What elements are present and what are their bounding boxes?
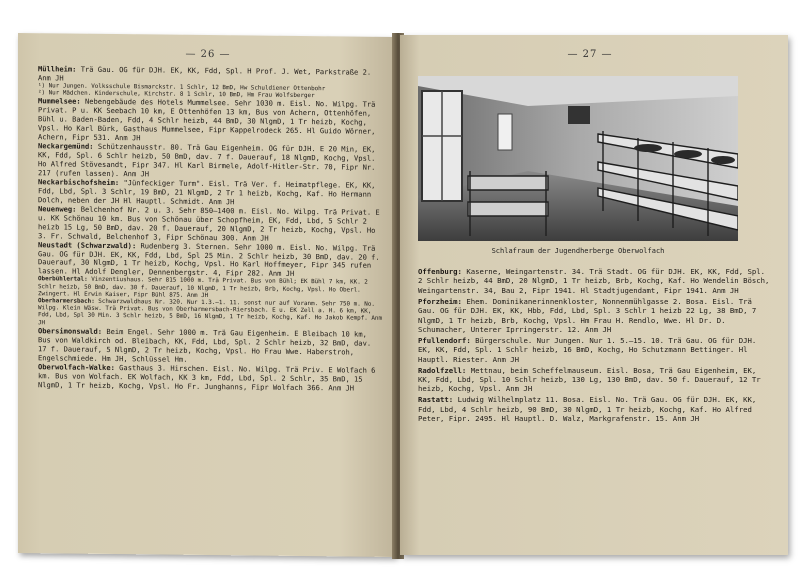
right-page <box>400 35 788 555</box>
directory-entry: Neckarbischofsheim: "Jünfeckiger Turm". Eisl. Trä Ver. f. Heimatpflege. EK, KK, Fdd, Lbd, Spl. 3 Schlr, 19 BmD, 21 NlgmD, 2 Tr 1 heizb, Kochg, Kaf. Ho Hermann Dolch, neben der JH Hl Hauptl. Schmidt. Anm JH <box>38 177 376 207</box>
left-page <box>18 33 396 557</box>
open-booklet <box>18 35 788 560</box>
photo-caption: Schlafraum der Jugendherberge Oberwolfach <box>491 247 665 255</box>
directory-entry: Pfullendorf: Bürgerschule. Nur Jungen. Nur 1. 5.—15. 10. Trä Gau. OG für DJH. EK, KK, Fdd, Spl. 1 Schlr heizb, 16 BmD, Kochg, Ho Schutzmann Bettinger. Hl Hauptl. Riester. Anm JH <box>418 335 757 364</box>
left-page-text <box>38 65 383 393</box>
directory-entry: Mummelsee: Nebengebäude des Hotels Mummelsee. Sehr 1030 m. Eisl. No. Wilpg. Trä Privat. P u. KK Seebach 10 km, E Ottenhöfen 13 km, Bus von Achern, Ottenhöfen, Bühl u. Baden-Baden, Fdd, 4 Schlr heizb, 44 BmD, 30 NlgmD, 1 Tr heizb, Kochg, Vpsl. Ho Karl Bürk, Gasthaus Mummelsee, Fipr Kappelrodeck 265. Hl Guido Wörner, Achern, Fipr 531. Anm JH <box>38 96 376 143</box>
directory-entry: Rastatt: Ludwig Wilhelmplatz 11. Bosa. Eisl. No. Trä Gau. OG für DJH. EK, KK, Fdd, Lbd, 4 Schlr heizb, 90 BmD, 30 NlgmD, 1 Tr heizb, Kochg, Kaf. Ho Alfred Peter, Fipr. 2495. Hl Hauptl. D. Walz, Markgrafenstr. 15. Anm JH <box>418 395 757 424</box>
directory-entry: Oberwolfach-Walke: Gasthaus 3. Hirschen. Eisl. No. Wilpg. Trä Priv. E Wolfach 6 km. Bus von Wolfach. EK Wolfach, KK 3 km, Fdd, Lbd, Spl. 2 Schlr, 35 BmD, 15 NlgmD, 1 Tr heizb, Kochg, Vpsl. Ho Fr. Junghanns, Fipr Wolfach 366. Anm JH <box>38 361 376 393</box>
directory-entry: ²) Nur Mädchen. Kinderschule, Kirchstr. 8 1 Schlr, 10 BmD, Hm Frau Wolfsberger <box>38 90 315 100</box>
page-number-right: — 27 — <box>567 49 613 60</box>
directory-entry: Oberharmersbach: Schwarzwaldhaus Nr. 320. Nur 1.3.—1. 11. sonst nur auf Voranm. Sehr 750 m. No. Wilpg. Klein Wäsw. Trä Privat. Bus von Oberharmersbach-Riersbach. E u. EK Zell a. H. 6 km, KK, Fdd, Lbd, Spl 30 Min. 3 Schlr heizb, 5 BmD, 16 NlgmD, 1 Tr heizb, Kochg, Kaf. Ho Jakob Kempf. Anm JH <box>38 298 383 326</box>
directory-entry: Neustadt (Schwarzwald): Rudenberg 3. Sternen. Sehr 1000 m. Eisl. No. Wilpg. Trä Gau. OG für DJH. EK, KK, Fdd, Lbd, Spl 25 Min. 2 Schlr heizb, 30 BmD, dav. 20 f. Dauerauf, 30 NlgmD, 1 Tr heizb, Kochg, Vpsl. Ho Karl Hoffmeyer, Fipr 345 rufen lassen. Hl Adolf Dengler, Dennenbergstr. 4, Fipr 282. Anm JH <box>38 239 380 279</box>
directory-entry: Pforzheim: Ehem. Dominikanerinnenkloster, Nonnenmühlgasse 2. Bosa. Eisl. Trä Gau. OG für DJH. EK, KK, Hbb, Fdd, Lbd, Spl. 3 Schlr 1 heizb 22 Lg, 38 BmD, 7 NlgmD, 1 Tr heizb, Brb, Kochg, Vpsl. Hm Frau H. Rendlo, Wwe. Hl Dr. D. Schumacher, Unterer Iprringerstr. 12. Anm JH <box>418 296 757 334</box>
right-page-text <box>418 267 773 425</box>
directory-entry: Oberbühlertal: Vinzentiushaus. Sehr 815 1000 m. Trä Privat. Bus von Bühl; EK Bühl 7 km, KK. 2 Schlr heizb, 50 BmD, dav. 30 f. Dauerauf, 10 NlgmD, 1 Tr heizb, Brb, Kochg, Vpsl. Ho Oberl. Zwingert. Hl Erwin Kaiser, Fipr Bühl 875. Anm JH <box>38 276 368 299</box>
dormitory-photo <box>418 76 738 241</box>
directory-entry: Neckargemünd: Schützenhausstr. 80. Trä Gau Eigenheim. OG für DJH. E 20 Min, EK, KK, Fdd, Spl. 6 Schlr heizb, 50 BmD, dav. 7 f. Dauerauf, 18 NlgmD, Kochg, Vpsl. Ho Alfred Stövesandt, Fipr 347. Hl Karl Birmele, Adolf-Hitler-Str. 70, Fipr Nr. 217 (rufen lassen). Anm JH <box>38 141 376 179</box>
directory-entry: Radolfzell: Mettnau, beim Scheffelmauseum. Eisl. Bosa, Trä Gau Eigenheim, EK, KK, Fdd, Lbd, Spl. 10 Schlr heizb, 130 Lg, 130 BmD, dav. 50 f. Dauerauf, 12 Tr heizb, Kochg, Vpsl. Anm JH <box>418 365 761 394</box>
directory-entry: Offenburg: Kaserne, Weingartenstr. 34. Trä Stadt. OG für DJH. EK, KK, Fdd, Spl. 2 Schlr heizb, 44 BmD, 20 NlgmD, 1 Tr heizb, Brb, Kochg, Kaf. Ho Wendelin Bösch, Weingartenstr. 34, Bau 2, Fipr 1941. Hl Stadtjugendamt, Fipr 1941. Anm JH <box>418 267 770 295</box>
directory-entry: Obersimonswald: Beim Engel. Sehr 1000 m. Trä Gau Eigenheim. E Bleibach 10 km, Bus von Waldkirch od. Bleibach, KK, Fdd, Lbd, Spl. 2 Schlr heizb, 32 BmD, dav. 17 f. Dauerauf, 5 NlgmD, 2 Tr heizb, Kochg, Vpsl. Ho Frau Wwe. Haberstroh, Engelschmiede. Hm JH, Schlüssel Hm. <box>38 326 372 364</box>
page-number-left: — 26 — <box>185 48 231 61</box>
directory-entry: Neuenweg: Belchenhof Nr. 2 u. 3. Sehr 850—1400 m. Eisl. No. Wilpg. Trä Privat. E u. KK Schönau 10 km. Bus von Schönau über Schopfheim, EK, Fdd, Lbd, 5 Schlr 2 heizb 15 Lg, 50 BmD, dav. 20 f. Dauerauf, 20 NlgmD, 2 Tr heizb, Kochg, Vpsl. Ho 3. Fr. Schwald, Belchenhof 3, Fipr Schönau 300. Anm JH <box>38 203 380 243</box>
directory-entry: ¹) Nur Jungen. Volksschule Bismarckstr. 1 Schlr, 12 BmD, Hw Schuldiener Ottenbohr <box>38 83 326 93</box>
directory-entry: Müllheim: Trä Gau. OG für DJH. EK, KK, Fdd, Spl. H Prof. J. Wet, Parkstraße 2. Anm JH <box>38 64 372 83</box>
